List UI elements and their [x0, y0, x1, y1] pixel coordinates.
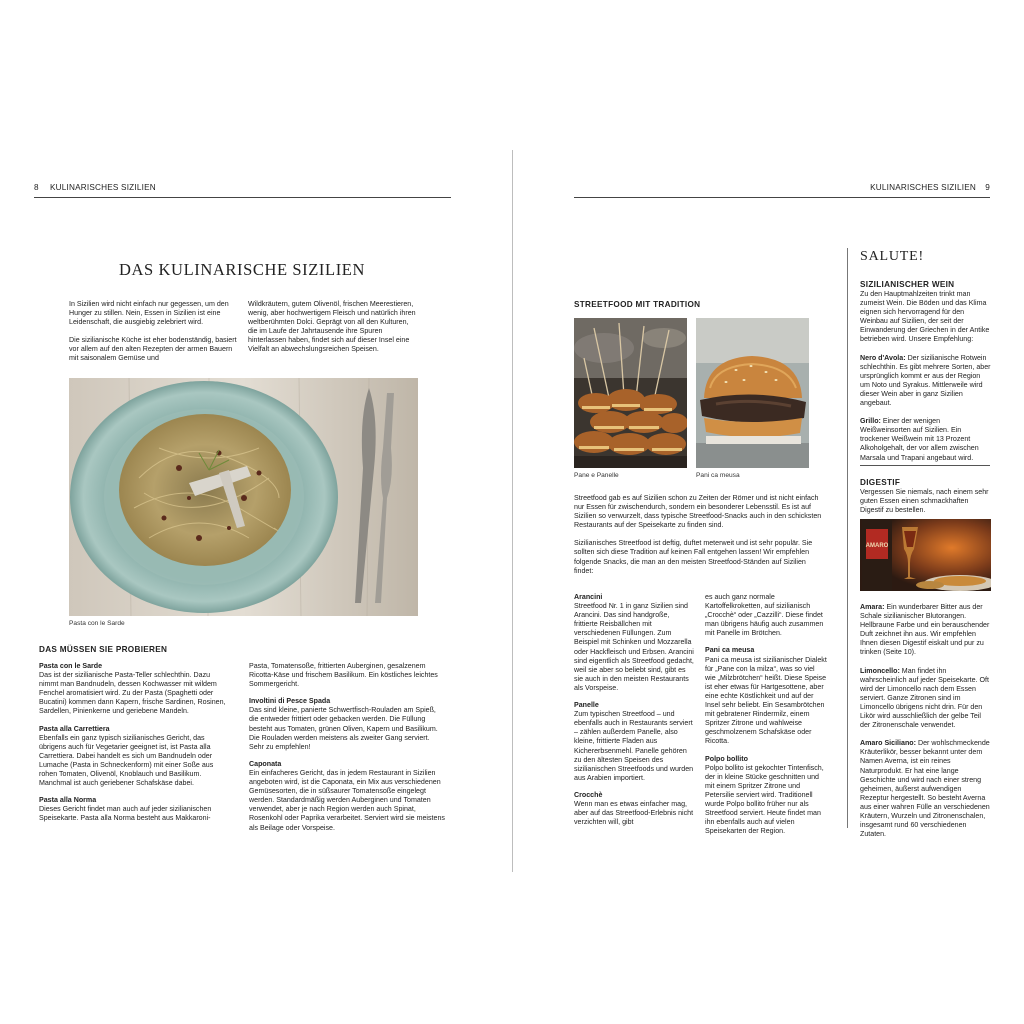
- dish-entry: [39, 796, 229, 823]
- snacks-column-2: [705, 593, 827, 836]
- pani-ca-meusa-photo: [696, 318, 809, 468]
- snack-entry: [574, 791, 694, 827]
- dish-entry: [249, 697, 445, 752]
- wine-section: [860, 290, 992, 472]
- dish-description: Ein einfacheres Gericht, das in jedem Restaurant in Sizilien angeboten wird, ist die Caponata, ein Mix aus verschiedenen Gemüsesorten, die in süßsaurer Tomatensoße eingelegt werden. Standardmäßig werden Auberginen und Tomaten verwendet, aber je nach Region werden auch Spinat, Rosenkohl oder Paprika verarbeitet. Serviert wird sie meistens als Beilage oder Vorspeise.: [249, 768, 445, 832]
- digestif-name: Amaro Siciliano:: [860, 739, 916, 748]
- snack-entry: [705, 646, 827, 746]
- snack-description: Polpo bollito ist gekochter Tintenfisch, der in kleine Stücke geschnitten und mit einem Spritzer Zitrone und Petersilie serviert wird. Traditionell wurde Polpo bollito früher nur als Streetfood serviert. Heute findet man ihn ebenfalls auch auf vielen Speisekarten der Region.: [705, 763, 824, 836]
- dishes-column-2: [249, 662, 445, 833]
- dish-name: Pasta con le Sarde: [39, 662, 103, 670]
- pani-ca-meusa-caption: Pani ca meusa: [696, 472, 740, 479]
- intro-paragraph: Sizilianisches Streetfood ist deftig, duftet meterweit und ist sehr populär. Sie sollten sich diese Tradition auf keinen Fall entgehen lassen! Wir empfehlen folgende Snacks, die man an den meisten Streetfood-Ständen auf Sizilien findet:: [574, 539, 813, 575]
- dish-entry: [39, 725, 229, 789]
- dish-entry: [249, 662, 445, 689]
- digestif-name: Limoncello:: [860, 666, 900, 675]
- pasta-photo: [69, 378, 418, 616]
- dish-description: Das sind kleine, panierte Schwertfisch-Rouladen am Spieß, die entweder frittiert oder gebacken werden. Die Füllung besteht aus Tomaten, grünen Oliven, Kapern und Basilikum. Die Rouladen werden meistens als zweiter Gang serviert. Sehr zu empfehlen!: [249, 706, 438, 751]
- wine-description: Einer der wenigen Weißweinsorten auf Sizilien. Ein trockener Weißwein mit 13 Prozent Alkoholgehalt, der vor allem zwischen Marsala und Trapani angebaut wird.: [860, 417, 979, 462]
- digestif-entry: [860, 603, 992, 658]
- snack-entry: [574, 701, 694, 783]
- header-rule-right: [574, 197, 990, 198]
- intro-paragraph: Wildkräutern, gutem Olivenöl, frischen Meerestieren, wenig, aber hochwertigem Fleisch und natürlich ihren weltberühmten Dolci. Geprägt von all den Kulturen, die im Laufe der Jahrtausende ihre Spuren hinterlassen haben, findet sich auf dieser Insel eine Vielfalt an abwechslungsreichen Speisen.: [248, 300, 416, 354]
- snack-name: Arancini: [574, 593, 603, 601]
- digestif-description: Der wohlschmeckende Kräuterlikör, besser bekannt unter dem Namen Averna, ist ein reines Naturprodukt. Er hat eine lange Geschichte und wird nach einer streng geheimen, äußerst aufwendigen Rezeptur hergestellt. So besteht Averna aus einer wahren Fülle an verschiedenen Kräutern, Wurzeln und Zitronenschalen, insgesamt rund 60 verschiedenen Zutaten.: [860, 739, 990, 839]
- wine-entry: [860, 417, 992, 462]
- snack-entry: [574, 593, 694, 693]
- intro-column-2: [248, 300, 418, 364]
- wine-heading: SIZILIANISCHER WEIN: [860, 280, 955, 289]
- intro-column-1: [69, 300, 237, 373]
- snack-description: Streetfood Nr. 1 in ganz Sizilien sind Arancini. Das sind handgroße, frittierte Reisbällchen mit verschiedenen Füllungen. Zum Beispiel mit Schinken und Mozzarella oder Hackfleisch und Erbsen. Arancini sind eigentlich als Streetfood gedacht, weil sie aber so beliebt sind, gibt es sie auch in den meisten Restaurants als Vorspeise.: [574, 602, 694, 692]
- snack-name: Panelle: [574, 701, 599, 710]
- snack-description: es auch ganz normale Kartoffelkroketten, auf sizilianisch „Crocchè“ oder „Cazzilli“. Diese findet man übrigens häufig auch zusammen mit Panelle im Brötchen.: [705, 593, 824, 638]
- dish-entry: [249, 760, 445, 833]
- snack-entry: [705, 755, 827, 837]
- running-head-right: KULINARISCHES SIZILIEN: [870, 183, 976, 192]
- pasta-photo-caption: Pasta con le Sarde: [69, 620, 125, 627]
- dish-name: Caponata: [249, 759, 282, 768]
- wine-description: Der sizilianische Rotwein schlechthin. Es gibt mehrere Sorten, aber ursprünglich kommt er aus der Region um Noto und Syrakus. Mittlerweile wird dieser Wein aber in ganz Sizilien angebaut.: [860, 353, 991, 408]
- intro-paragraph: Streetfood gab es auf Sizilien schon zu Zeiten der Römer und ist nicht einfach nur Essen für zwischendurch, sondern ein besonderer Lebensstil. Es ist auf Sizilien so verwurzelt, dass typische Streetfood-Snacks auch in den schicksten Restaurants auf der Speisekarte zu finden sind.: [574, 494, 822, 530]
- dish-name: Pasta alla Norma: [39, 796, 97, 805]
- sidebar-rule: [860, 465, 990, 466]
- digestif-entry: [860, 739, 992, 839]
- sidebar-divider: [847, 248, 848, 828]
- dish-description: Das ist der sizilianische Pasta-Teller schlechthin. Dazu nimmt man Bandnudeln, dessen Kochwasser mit wildem Fenchel aromatisiert wird. Zu der Pasta (Spaghetti oder Bucatini) kommen dann Kapern, frische Sardinen, Rosinen, Sardellen, Pinienkerne und geriebene Mandeln.: [39, 671, 226, 716]
- dish-description: Pasta, Tomatensoße, frittierten Auberginen, gesalzenem Ricotta-Käse und frischem Basilikum. Ein köstliches leichtes Sommergericht.: [249, 662, 438, 689]
- page-number-left: 8: [34, 183, 39, 192]
- pane-e-panelle-photo: [574, 318, 687, 468]
- dish-description: Ebenfalls ein ganz typisch sizilianisches Gericht, das übrigens auch für Vegetarier geeignet ist, ist Pasta alla Carrettiera. Dabei handelt es sich um Bandnudeln oder Lumache (Pasta in Schneckenform) mit einer Soße aus rohen Tomaten, Olivenöl, Knoblauch und Basilikum. Manchmal ist auch geriebener Schafskäse dabei.: [39, 733, 214, 788]
- page-number-right: 9: [985, 183, 990, 192]
- snack-description: Zum typischen Streetfood – und ebenfalls auch in Restaurants serviert – zählen außerdem Panelle, also kleine, frittierte Fladen aus Kichererbsenmehl. Panelle gehören zu den ältesten Speisen des sizilianischen Streetfoods und wurden aus Arabien importiert.: [574, 710, 694, 782]
- digestif-intro: Vergessen Sie niemals, nach einem sehr guten Essen einen schmackhaften Digestif zu bestellen.: [860, 488, 989, 515]
- wine-intro: Zu den Hauptmahlzeiten trinkt man zumeist Wein. Die Böden und das Klima eignen sich hervorragend für den Weinbau auf Sizilien, der seit der Einwanderung der Griechen in der Antike betrieben wird. Unsere Empfehlung:: [860, 290, 990, 344]
- digestif-heading: DIGESTIF: [860, 478, 901, 487]
- sidebar-title: SALUTE!: [860, 249, 924, 264]
- running-head-left: KULINARISCHES SIZILIEN: [50, 183, 156, 192]
- digestif-section: [860, 603, 992, 848]
- dish-entry: [39, 662, 229, 717]
- wine-name: Nero d'Avola:: [860, 353, 906, 362]
- snack-name: Pani ca meusa: [705, 646, 755, 655]
- wine-name: Grillo:: [860, 417, 881, 426]
- digestif-entry: [860, 667, 992, 731]
- snack-description: Pani ca meusa ist sizilianischer Dialekt für „Pane con la milza“, was so viel wie „Milzbrötchen“ heißt. Diese Speise ist eher etwas für Hartgesottene, aber eine echte Köstlichkeit und auf der Insel sehr beliebt. Ein Sesambrötchen mit gebratener Rindermilz, einem Spritzer Zitrone und wahlweise geschmolzenem Schafskäse oder Ricotta.: [705, 655, 827, 746]
- digestif-description: Ein wunderbarer Bitter aus der Schale sizilianischer Blutorangen. Hellbraune Farbe und ein berauschender Duft zeichnet ihn aus. Wir empfehlen Ihnen diesen Digestif eiskalt und pur zu trinken (Seite 10).: [860, 603, 990, 657]
- dishes-column-1: [39, 662, 229, 824]
- streetfood-intro: [574, 494, 824, 585]
- snack-name: Crocchè: [574, 790, 603, 799]
- intro-paragraph: Die sizilianische Küche ist eher bodenständig, basiert vor allem auf den alten Rezepten der armen Bauern mit saisonalem Gemüse und: [69, 336, 237, 363]
- snack-entry: [705, 593, 827, 638]
- dish-name: Involtini di Pesce Spada: [249, 697, 331, 706]
- dish-name: Pasta alla Carrettiera: [39, 724, 110, 733]
- snack-name: Polpo bollito: [705, 754, 748, 763]
- dish-description: Dieses Gericht findet man auch auf jeder sizilianischen Speisekarte. Pasta alla Norma besteht aus Makkaroni-: [39, 805, 212, 823]
- must-try-heading: DAS MÜSSEN SIE PROBIEREN: [39, 645, 168, 654]
- pane-e-panelle-caption: Pane e Panelle: [574, 472, 619, 479]
- snack-description: Wenn man es etwas einfacher mag, aber auf das Streetfood-Erlebnis nicht verzichten will, gibt: [574, 799, 694, 827]
- streetfood-heading: STREETFOOD MIT TRADITION: [574, 300, 701, 309]
- page-title: DAS KULINARISCHE SIZILIEN: [119, 260, 365, 279]
- digestif-name: Amara:: [860, 603, 885, 611]
- intro-paragraph: In Sizilien wird nicht einfach nur gegessen, um den Hunger zu stillen. Nein, Essen in Sizilien ist eine Leidenschaft, die ausgiebig zelebriert wird.: [69, 300, 229, 327]
- amaro-photo: [860, 519, 991, 591]
- wine-entry: [860, 354, 992, 409]
- snacks-column-1: [574, 593, 694, 827]
- header-rule-left: [34, 197, 451, 198]
- bottle-label: AMARO: [865, 543, 889, 549]
- page-gutter: [512, 150, 513, 872]
- digestif-description: Man findet ihn wahrscheinlich auf jeder Speisekarte. Oft wird der Limoncello nach dem Essen serviert. Ganze Zitronen sind im Limoncello übrigens nicht drin. Für den Likör wird ausschließlich der gelbe Teil der Zitronenschale verwendet.: [860, 666, 989, 730]
